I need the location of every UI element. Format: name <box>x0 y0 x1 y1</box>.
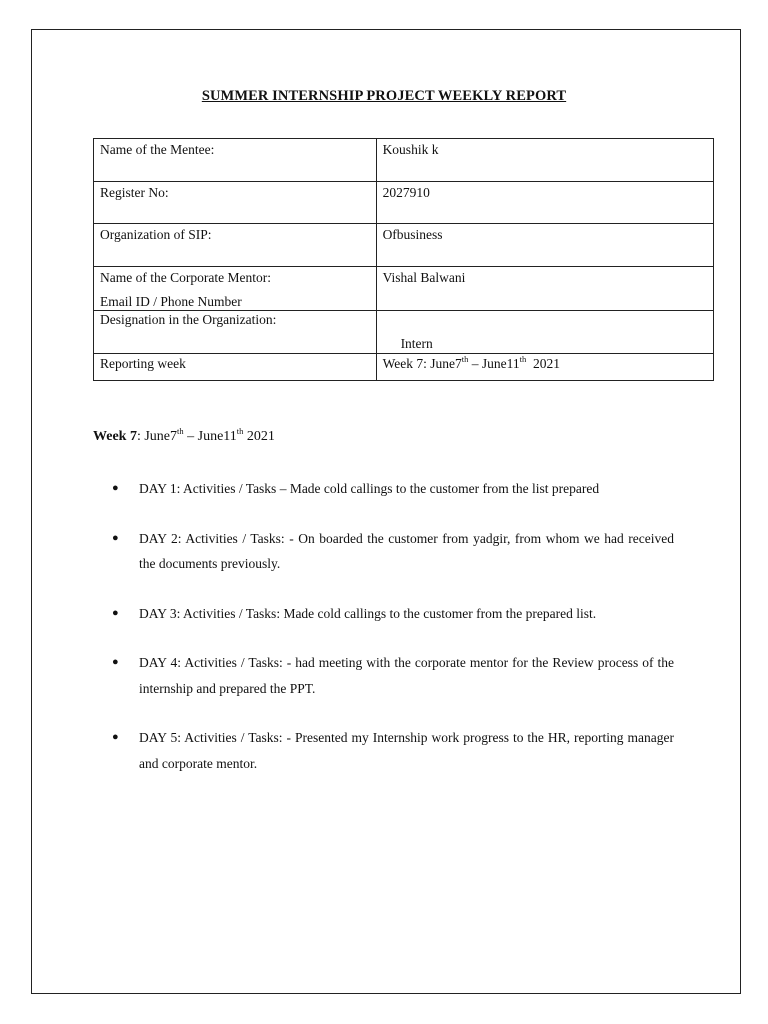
row-value-mentee: Koushik k <box>376 139 713 182</box>
reporting-week-sup2: th <box>519 354 527 364</box>
list-item-day-5 <box>112 725 674 776</box>
week-suffix: 2021 <box>243 429 275 444</box>
row-label-corporate-mentor <box>94 267 377 311</box>
table-row <box>94 354 714 381</box>
corporate-mentor-label: Name of the Corporate Mentor: <box>100 270 271 285</box>
row-label-register: Register No: <box>94 182 377 224</box>
bullet-icon: ● <box>112 606 119 619</box>
row-value-designation: Intern <box>376 311 713 354</box>
list-item-day-1 <box>112 476 674 502</box>
reporting-week-suffix: 2021 <box>526 356 560 371</box>
table-row <box>94 139 714 182</box>
table-row <box>94 311 714 354</box>
row-label-reporting-week: Reporting week <box>94 354 377 381</box>
week-prefix: : June7 <box>136 429 178 444</box>
week-mid: – June11 <box>183 429 237 444</box>
day-3-text: DAY 3: Activities / Tasks: Made cold callings to the customer from the prepared list. <box>139 605 597 621</box>
week-heading <box>93 426 275 445</box>
week-sup1: th <box>177 426 184 436</box>
bullet-icon: ● <box>112 482 119 494</box>
day-1-text: DAY 1: Activities / Tasks – Made cold callings to the customer from the list prepared <box>139 481 600 496</box>
week-sup2: th <box>236 426 244 436</box>
row-label-mentee: Name of the Mentee: <box>94 139 377 182</box>
row-value-organization: Ofbusiness <box>376 224 713 267</box>
table-row <box>94 224 714 267</box>
bullet-icon: ● <box>112 531 119 544</box>
bullet-icon: ● <box>112 731 119 743</box>
list-item-day-2 <box>112 526 674 577</box>
row-value-register: 2027910 <box>376 182 713 224</box>
list-item-day-4 <box>112 650 674 701</box>
table-row <box>94 182 714 224</box>
day-5-text: DAY 5: Activities / Tasks: - Presented my Internship work progress to the HR, reporting manager and corporate mentor. <box>139 730 674 771</box>
bullet-icon: ● <box>112 656 119 668</box>
reporting-week-mid: – June11 <box>468 356 520 371</box>
reporting-week-prefix: Week 7: June7 <box>382 356 462 371</box>
table-row <box>94 267 714 311</box>
row-label-designation: Designation in the Organization: <box>94 311 377 354</box>
row-value-corporate-mentor: Vishal Balwani <box>376 267 713 311</box>
email-phone-label: Email ID / Phone Number <box>100 294 242 309</box>
reporting-week-sup1: th <box>461 354 469 364</box>
week-label: Week 7 <box>93 429 137 444</box>
report-title: SUMMER INTERNSHIP PROJECT WEEKLY REPORT <box>201 88 567 104</box>
row-value-reporting-week <box>376 354 713 381</box>
row-label-organization: Organization of SIP: <box>94 224 377 267</box>
day-4-text: DAY 4: Activities / Tasks: - had meeting with the corporate mentor for the Review process of the internship and prepared the PPT. <box>139 655 674 696</box>
list-item-day-3 <box>112 601 674 627</box>
day-2-text: DAY 2: Activities / Tasks: - On boarded the customer from yadgir, from whom we had received the documents previously. <box>139 530 674 571</box>
daily-activities-list <box>112 476 674 800</box>
mentee-info-table <box>93 138 714 381</box>
